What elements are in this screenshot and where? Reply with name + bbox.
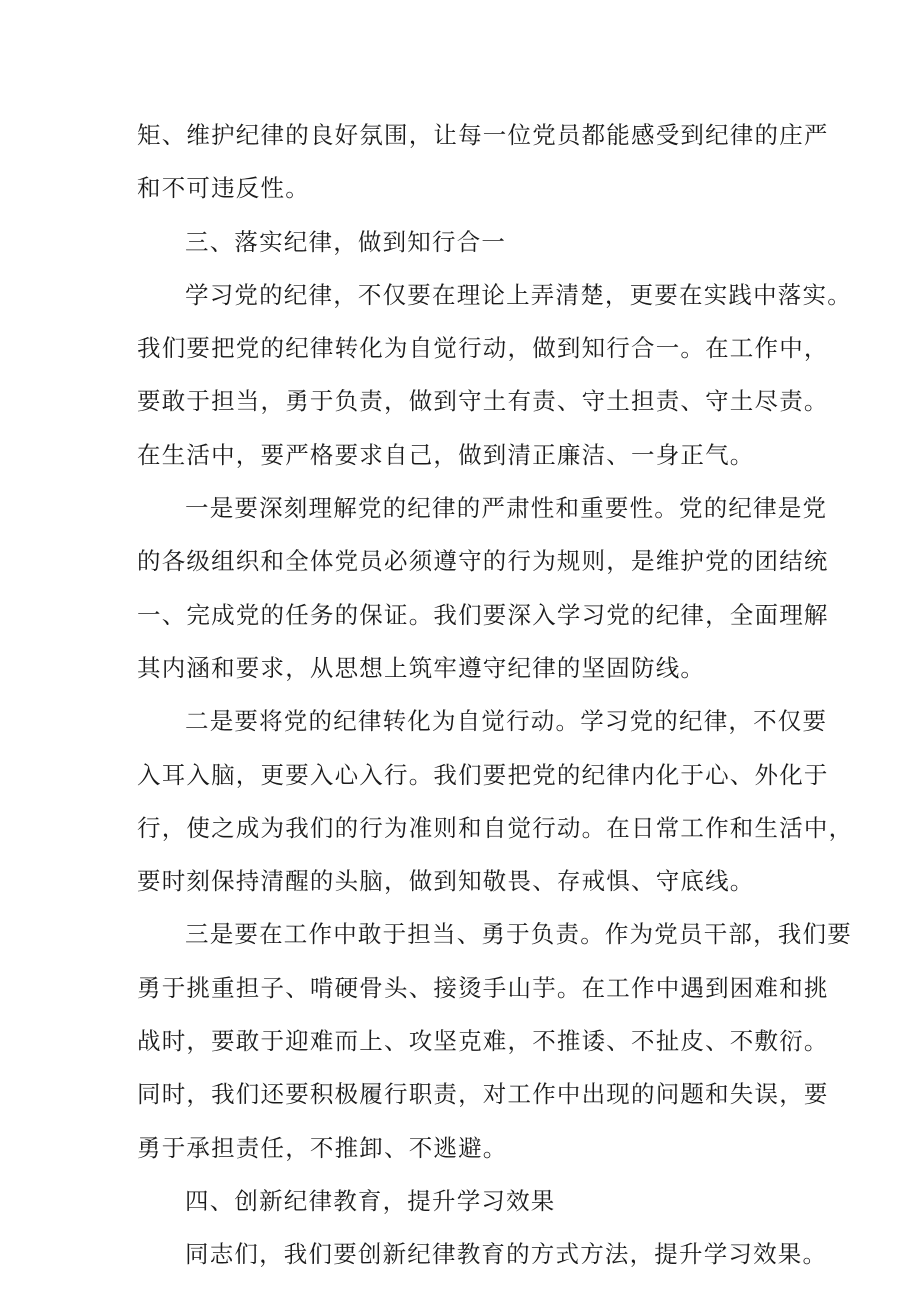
text-line: 要时刻保持清醒的头脑，做到知敬畏、存戒惧、守底线。 <box>137 867 755 896</box>
text-line: 战时，要敢于迎难而上、攻坚克难，不推诿、不扯皮、不敷衍。 <box>137 1027 829 1056</box>
text-line: 同时，我们还要积极履行职责，对工作中出现的问题和失误，要 <box>137 1080 829 1109</box>
text-line: 一、完成党的任务的保证。我们要深入学习党的纪律，全面理解 <box>137 600 829 629</box>
text-line: 在生活中，要严格要求自己，做到清正廉洁、一身正气。 <box>137 440 755 469</box>
text-line: 二是要将党的纪律转化为自觉行动。学习党的纪律，不仅要 <box>185 707 828 736</box>
document-body <box>137 109 854 1282</box>
text-line: 其内涵和要求，从思想上筑牢遵守纪律的坚固防线。 <box>137 653 706 682</box>
section-heading: 四、创新纪律教育，提升学习效果 <box>185 1186 556 1215</box>
text-line: 要敢于担当，勇于负责，做到守土有责、守土担责、守土尽责。 <box>137 387 829 416</box>
text-line: 行，使之成为我们的行为准则和自觉行动。在日常工作和生活中， <box>137 813 854 842</box>
text-line: 入耳入脑，更要入心入行。我们要把党的纪律内化于心、外化于 <box>137 760 829 789</box>
text-line: 学习党的纪律，不仅要在理论上弄清楚，更要在实践中落实。 <box>185 280 852 309</box>
text-line: 三是要在工作中敢于担当、勇于负责。作为党员干部，我们要 <box>185 920 852 949</box>
section-heading: 三、落实纪律，做到知行合一 <box>185 227 507 256</box>
text-line: 同志们，我们要创新纪律教育的方式方法，提升学习效果。 <box>185 1240 828 1269</box>
text-line: 勇于承担责任，不推卸、不逃避。 <box>137 1133 508 1162</box>
text-line: 矩、维护纪律的良好氛围，让每一位党员都能感受到纪律的庄严 <box>137 121 829 149</box>
text-line: 的各级组织和全体党员必须遵守的行为规则，是维护党的团结统 <box>137 547 829 576</box>
text-line: 勇于挑重担子、啃硬骨头、接烫手山芋。在工作中遇到困难和挑 <box>137 973 829 1002</box>
text-line: 一是要深刻理解党的纪律的严肃性和重要性。党的纪律是党 <box>185 494 828 523</box>
text-line: 和不可违反性。 <box>137 174 310 203</box>
text-line: 我们要把党的纪律转化为自觉行动，做到知行合一。在工作中， <box>137 334 829 363</box>
